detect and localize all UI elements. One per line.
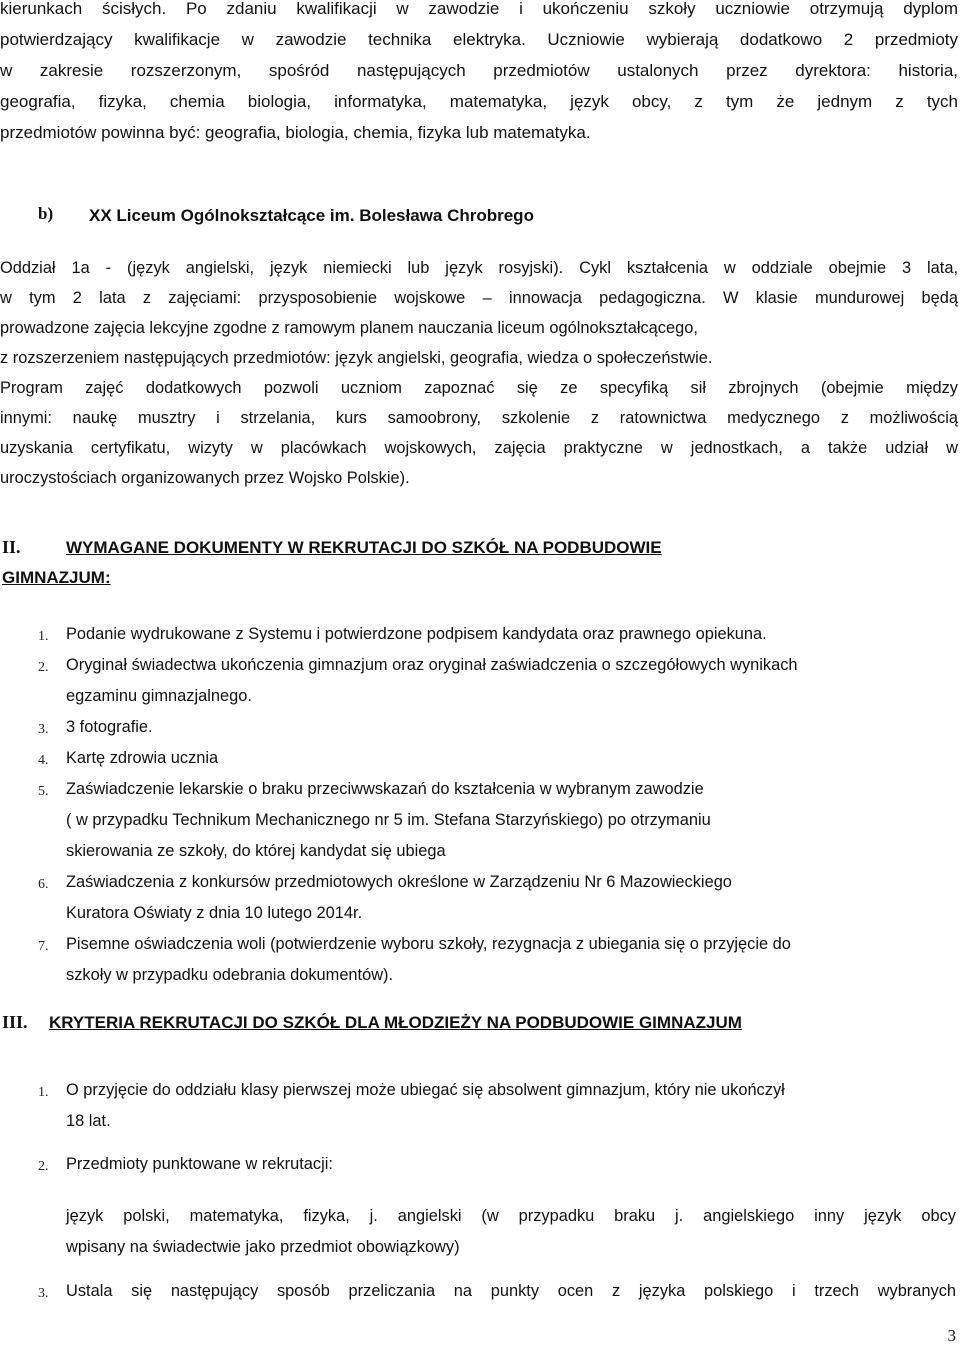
paragraph-line: prowadzone zajęcia lekcyjne zgodne z ramowym planem nauczania liceum ogólnokształcącego, (0, 319, 698, 337)
section-title: GIMNAZJUM: (2, 568, 111, 587)
section-numeral: III. (2, 1012, 28, 1032)
school-b-heading (38, 204, 53, 224)
item-number: 3. (38, 722, 49, 737)
item-number: 1. (38, 629, 49, 644)
item-text: Oryginał świadectwa ukończenia gimnazjum oraz oryginał zaświadczenia o szczegółowych wynikach (66, 656, 798, 674)
item-text: Kartę zdrowia ucznia (66, 749, 219, 767)
page-number: 3 (947, 1326, 956, 1345)
paragraph-line: z rozszerzeniem następujących przedmiotów: język angielski, geografia, wiedza o społeczeństwie. (0, 349, 713, 367)
item-number: 3. (38, 1286, 49, 1301)
paragraph-line: Program zajęć dodatkowych pozwoli uczniom zapoznać się ze specyfiką sił zbrojnych (obejmie między (0, 379, 958, 397)
intro-line: przedmiotów powinna być: geografia, biologia, chemia, fizyka lub matematyka. (0, 123, 591, 142)
item-number: 2. (38, 1159, 49, 1174)
item-text: Kuratora Oświaty z dnia 10 lutego 2014r. (66, 904, 363, 922)
item-text: Zaświadczenie lekarskie o braku przeciwwskazań do kształcenia w wybranym zawodzie (66, 780, 704, 798)
school-b-paragraph (0, 253, 958, 493)
item-number: 6. (38, 877, 49, 892)
intro-line: kierunkach ścisłych. Po zdaniu kwalifikacji w zawodzie i ukończeniu szkoły uczniowie otrzymują dyplom (0, 0, 958, 18)
intro-line: potwierdzający kwalifikacje w zawodzie technika elektryka. Uczniowie wybierają dodatkowo 2 przedmioty (0, 30, 958, 49)
item-number: 2. (38, 660, 49, 675)
item-text: 18 lat. (66, 1112, 111, 1130)
item-text: Ustala się następujący sposób przeliczania na punkty ocen z języka polskiego i trzech wybranych (66, 1282, 956, 1300)
item-text: Pisemne oświadczenia woli (potwierdzenie wyboru szkoły, rezygnacja z ubiegania się o przyjęcie do (66, 935, 791, 953)
item-number: 1. (38, 1085, 49, 1100)
item-text: Przedmioty punktowane w rekrutacji: (66, 1155, 333, 1173)
item-text: wpisany na świadectwie jako przedmiot obowiązkowy) (66, 1238, 460, 1256)
item-text: skierowania ze szkoły, do której kandydat się ubiega (66, 842, 446, 860)
section-title: WYMAGANE DOKUMENTY W REKRUTACJI DO SZKÓŁ NA PODBUDOWIE (66, 538, 662, 557)
item-text: ( w przypadku Technikum Mechanicznego nr 5 im. Stefana Starzyńskiego) po otrzymaniu (66, 811, 711, 829)
intro-line: w zakresie rozszerzonym, spośród następujących przedmiotów ustalonych przez dyrektora: historia, (0, 61, 958, 80)
item-text: szkoły w przypadku odebrania dokumentów). (66, 966, 394, 984)
item-number: 5. (38, 784, 49, 799)
item-number: 7. (38, 939, 49, 954)
item-text: język polski, matematyka, fizyka, j. angielski (w przypadku braku j. angielskiego inny język obcy (66, 1207, 956, 1225)
item-text: Zaświadczenia z konkursów przedmiotowych określone w Zarządzeniu Nr 6 Mazowieckiego (66, 873, 732, 891)
section-numeral: II. (2, 537, 21, 557)
item-text: 3 fotografie. (66, 718, 153, 736)
school-b-title: XX Liceum Ogólnokształcące im. Bolesława Chrobrego (89, 206, 534, 225)
item-text: O przyjęcie do oddziału klasy pierwszej może ubiegać się absolwent gimnazjum, który nie ukończył (66, 1081, 785, 1099)
list-marker: b) (38, 204, 54, 223)
item-text: Podanie wydrukowane z Systemu i potwierdzone podpisem kandydata oraz prawnego opiekuna. (66, 625, 767, 643)
section-title: KRYTERIA REKRUTACJI DO SZKÓŁ DLA MŁODZIEŻY NA PODBUDOWIE GIMNAZJUM (49, 1013, 742, 1032)
item-number: 4. (38, 753, 49, 768)
paragraph-line: uroczystościach organizowanych przez Wojsko Polskie). (0, 469, 410, 487)
paragraph-line: Oddział 1a - (język angielski, język niemiecki lub język rosyjski). Cykl kształcenia w oddziale obejmie 3 lata, (0, 259, 958, 277)
intro-line: geografia, fizyka, chemia biologia, informatyka, matematyka, język obcy, z tym że jednym z tych (0, 92, 958, 111)
item-text: egzaminu gimnazjalnego. (66, 687, 252, 705)
paragraph-line: innymi: naukę musztry i strzelania, kurs samoobrony, szkolenie z ratownictwa medycznego z możliwością (0, 409, 958, 427)
paragraph-line: w tym 2 lata z zajęciami: przysposobienie wojskowe – innowacja pedagogiczna. W klasie mundurowej będą (0, 289, 958, 307)
intro-paragraph (0, 0, 958, 148)
paragraph-line: uzyskania certyfikatu, wizyty w placówkach wojskowych, zajęcia praktyczne w jednostkach, a także udział w (0, 439, 958, 457)
